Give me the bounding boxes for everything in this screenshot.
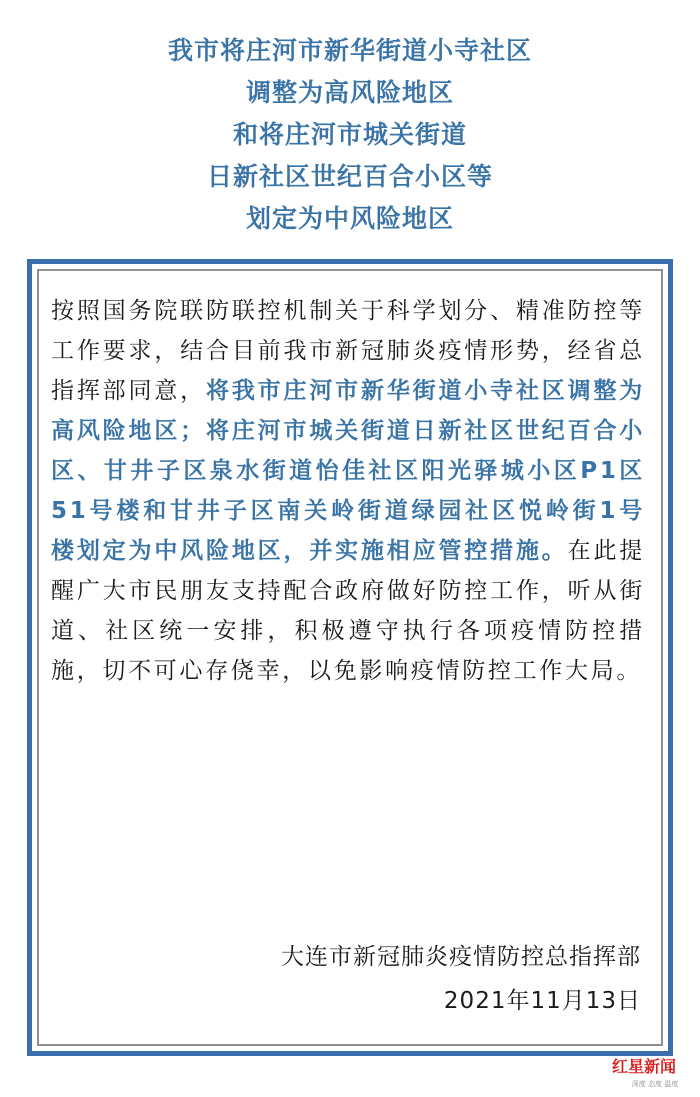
notice-reminder: 在此提醒广大市民朋友支持配合政府做好防控工作，听从街道、社区统一安排，积极遵守执行各项疫情防控措施，切不可心存侥幸，以免影响疫情防控工作大局。 — [51, 538, 646, 684]
watermark-logo: 红星新闻 — [612, 1057, 677, 1076]
notice-intro: 按照国务院联防联控机制关于科学划分、精准防控等工作要求，结合目前我市新冠肺炎疫情形势，经省总指挥部同意， — [51, 298, 645, 404]
headline-line-4: 日新社区世纪百合小区等 — [206, 162, 493, 191]
notice-inner-border — [37, 269, 663, 1046]
watermark — [612, 1056, 698, 1096]
notice-highlight: 将我市庄河市新华街道小寺社区调整为高风险地区；将庄河市城关街道日新社区世纪百合小区、甘井子区泉水街道怡佳社区阳光驿城小区P1区51号楼和甘井子区南关岭街道绿园社区悦岭街1号楼划定为中风险地区，并实施相应管控措施。 — [51, 378, 646, 564]
headline — [0, 30, 700, 240]
headline-line-2: 调整为高风险地区 — [245, 78, 454, 107]
headline-line-1: 我市将庄河市新华街道小寺社区 — [167, 36, 532, 65]
issue-date: 2021年11月13日 — [443, 988, 641, 1014]
signature-block — [281, 935, 641, 1023]
notice-frame — [27, 259, 673, 1056]
headline-line-5: 划定为中风险地区 — [245, 204, 454, 233]
headline-line-3: 和将庄河市城关街道 — [232, 120, 467, 149]
notice-body — [51, 291, 645, 691]
watermark-tagline: 深度 态度 温度 — [631, 1080, 679, 1088]
issuer: 大连市新冠肺炎疫情防控总指挥部 — [281, 944, 641, 970]
